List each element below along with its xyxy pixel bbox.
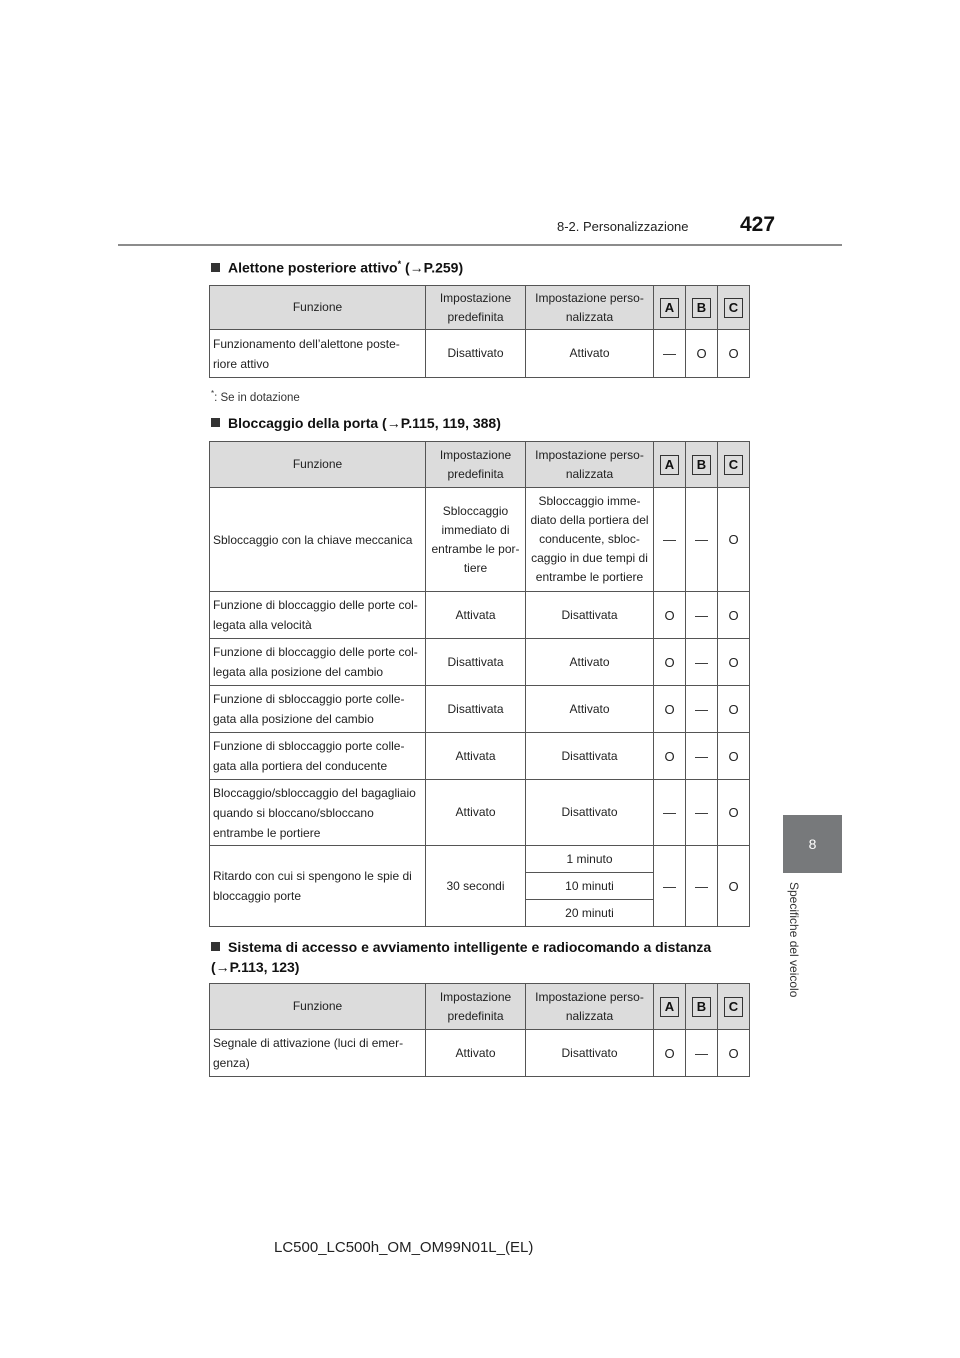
cell-function: Segnale di attivazione (luci di emer-genza) [210,1030,426,1077]
table-row [210,686,750,733]
cell-default: Attivata [426,733,526,780]
section-title: Alettone posteriore attivo [228,259,398,276]
table-row [210,330,750,378]
cell-default: Disattivato [426,330,526,378]
table-row [210,1030,750,1077]
page-reference: (→P.115, 119, 388) [382,415,501,431]
column-header-custom: Impostazione perso-nalizzata [526,286,654,330]
page-number: 427 [740,213,776,236]
footnote [211,389,300,404]
cell-b: — [686,733,718,780]
cell-custom: Sbloccaggio imme-diato della portiera del conducente, sbloc-caggio in due tempi di entrambe le portiere [526,488,654,592]
cell-function: Funzione di bloccaggio delle porte col-legata alla velocità [210,592,426,639]
table-row [210,639,750,686]
footnote-mark: * [397,259,402,269]
cell-function: Ritardo con cui si spengono le spie di bloccaggio porte [210,846,426,927]
cell-custom: Disattivata [526,592,654,639]
column-header-default: Impostazione predefinita [426,286,526,330]
box-label-b: B [692,298,711,318]
chapter-number: 8 [808,836,817,852]
box-label-a: A [660,455,679,475]
box-label-c: C [724,997,743,1017]
cell-c: O [718,686,750,733]
box-label-c: C [724,455,743,475]
cell-c: O [718,780,750,846]
box-label-a: A [660,298,679,318]
cell-default: Disattivata [426,686,526,733]
chapter-title: Specifiche del veicolo [787,882,801,998]
column-header-custom: Impostazione perso-nalizzata [526,442,654,488]
page-reference: (→P.113, 123) [211,959,300,975]
section-heading-door-lock [211,415,501,431]
cell-function: Funzione di bloccaggio delle porte col-legata alla posizione del cambio [210,639,426,686]
table-row [210,592,750,639]
cell-b: — [686,846,718,927]
cell-b: — [686,1030,718,1077]
table-header-row [210,984,750,1030]
cell-custom-option: 10 minuti [526,873,654,900]
column-header-c [718,286,750,330]
cell-a: O [654,1030,686,1077]
cell-function: Funzionamento dell’alettone poste-riore attivo [210,330,426,378]
cell-a: O [654,733,686,780]
box-label-c: C [724,298,743,318]
header-divider [118,244,842,246]
cell-default: Disattivata [426,639,526,686]
cell-a: — [654,330,686,378]
cell-default: Sbloccaggio immediato di entrambe le por-tiere [426,488,526,592]
cell-custom-option: 1 minuto [526,846,654,873]
cell-custom: Attivato [526,639,654,686]
table-row [210,846,750,873]
column-header-b [686,984,718,1030]
cell-c: O [718,639,750,686]
cell-a: O [654,686,686,733]
cell-b: — [686,686,718,733]
cell-custom: Attivato [526,686,654,733]
cell-a: O [654,639,686,686]
document-code: LC500_LC500h_OM_OM99N01L_(EL) [274,1239,534,1256]
table-active-spoiler [209,285,750,378]
chapter-tab [783,815,842,873]
cell-function: Bloccaggio/sbloccaggio del bagagliaio quando si bloccano/sbloccano entrambe le portiere [210,780,426,846]
column-header-default: Impostazione predefinita [426,984,526,1030]
column-header-function: Funzione [210,286,426,330]
table-row [210,488,750,592]
cell-custom: Attivato [526,330,654,378]
cell-b: — [686,488,718,592]
cell-b: — [686,592,718,639]
square-bullet-icon [211,263,220,272]
table-header-row [210,442,750,488]
box-label-a: A [660,997,679,1017]
cell-b: O [686,330,718,378]
cell-custom: Disattivato [526,780,654,846]
table-row [210,733,750,780]
cell-default: Attivato [426,1030,526,1077]
cell-custom: Disattivata [526,733,654,780]
cell-a: — [654,846,686,927]
cell-a: O [654,592,686,639]
cell-custom-option: 20 minuti [526,900,654,927]
cell-c: O [718,592,750,639]
cell-custom: Disattivato [526,1030,654,1077]
cell-a: — [654,488,686,592]
footnote-mark: * [211,389,215,398]
section-heading-active-spoiler [211,259,463,276]
square-bullet-icon [211,418,220,427]
table-door-lock [209,441,750,927]
page-reference: (→P.259) [405,259,464,276]
cell-b: — [686,639,718,686]
cell-c: O [718,330,750,378]
cell-c: O [718,488,750,592]
section-title: Sistema di accesso e avviamento intelligente e radiocomando a distanza [228,939,712,955]
column-header-c [718,442,750,488]
cell-function: Sbloccaggio con la chiave meccanica [210,488,426,592]
section-title: Bloccaggio della porta [228,415,379,431]
column-header-c [718,984,750,1030]
cell-function: Funzione di sbloccaggio porte colle-gata alla posizione del cambio [210,686,426,733]
column-header-custom: Impostazione perso-nalizzata [526,984,654,1030]
column-header-b [686,442,718,488]
section-heading-smart-access [211,937,731,977]
cell-default: Attivata [426,592,526,639]
cell-a: — [654,780,686,846]
cell-b: — [686,780,718,846]
column-header-a [654,984,686,1030]
column-header-function: Funzione [210,442,426,488]
cell-default: Attivato [426,780,526,846]
column-header-b [686,286,718,330]
column-header-a [654,286,686,330]
section-label: 8-2. Personalizzazione [557,219,689,234]
cell-c: O [718,1030,750,1077]
footnote-text: : Se in dotazione [214,391,300,404]
cell-c: O [718,733,750,780]
cell-function: Funzione di sbloccaggio porte colle-gata alla portiera del conducente [210,733,426,780]
box-label-b: B [692,455,711,475]
box-label-b: B [692,997,711,1017]
column-header-function: Funzione [210,984,426,1030]
cell-c: O [718,846,750,927]
table-row [210,780,750,846]
cell-default: 30 secondi [426,846,526,927]
column-header-a [654,442,686,488]
column-header-default: Impostazione predefinita [426,442,526,488]
table-header-row [210,286,750,330]
table-smart-access [209,983,750,1077]
square-bullet-icon [211,942,220,951]
